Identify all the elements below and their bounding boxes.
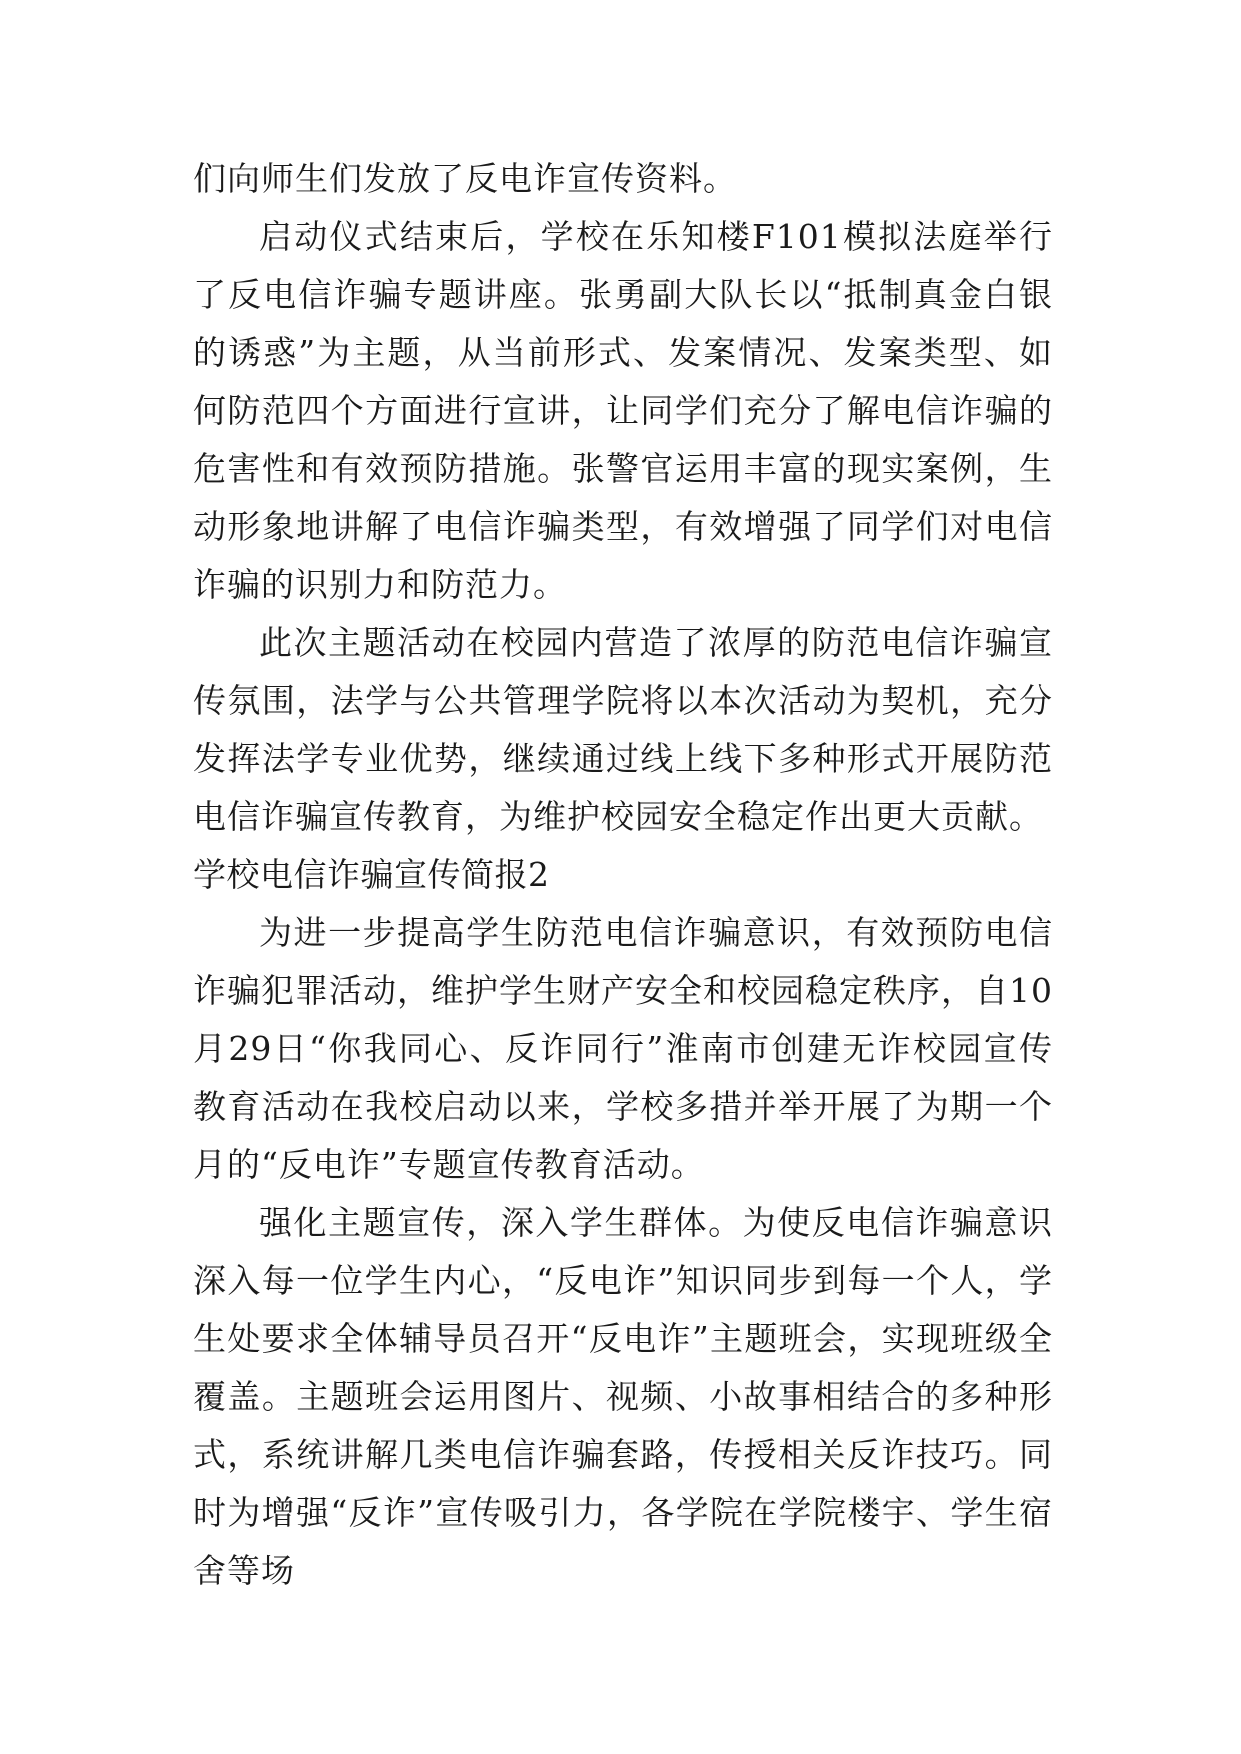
paragraph-lecture: 启动仪式结束后，学校在乐知楼F101模拟法庭举行了反电信诈骗专题讲座。张勇副大队长以“抵制真金白银的诱惑”为主题，从当前形式、发案情况、发案类型、如何防范四个方面进行宣讲，让同学们充分了解电信诈骗的危害性和有效预防措施。张警官运用丰富的现实案例，生动形象地讲解了电信诈骗类型，有效增强了同学们对电信诈骗的识别力和防范力。 [193,217,1053,604]
paragraph-publicity: 强化主题宣传，深入学生群体。为使反电信诈骗意识深入每一位学生内心，“反电诈”知识同步到每一个人，学生处要求全体辅导员召开“反电诈”主题班会，实现班级全覆盖。主题班会运用图片、视频、小故事相结合的多种形式，系统讲解几类电信诈骗套路，传授相关反诈技巧。同时为增强“反诈”宣传吸引力，各学院在学院楼宇、学生宿舍等场 [193,1203,1053,1590]
paragraph-summary: 此次主题活动在校园内营造了浓厚的防范电信诈骗宣传氛围，法学与公共管理学院将以本次活动为契机，充分发挥法学专业优势，继续通过线上线下多种形式开展防范电信诈骗宣传教育，为维护校园安全稳定作出更大贡献。 [193,623,1053,836]
paragraph-continuation: 们向师生们发放了反电诈宣传资料。 [193,159,737,198]
document-body [193,150,1053,1600]
section-heading: 学校电信诈骗宣传简报2 [193,855,550,894]
paragraph-intro: 为进一步提高学生防范电信诈骗意识，有效预防电信诈骗犯罪活动，维护学生财产安全和校园稳定秩序，自10月29日“你我同心、反诈同行”淮南市创建无诈校园宣传教育活动在我校启动以来，学校多措并举开展了为期一个月的“反电诈”专题宣传教育活动。 [193,913,1053,1184]
